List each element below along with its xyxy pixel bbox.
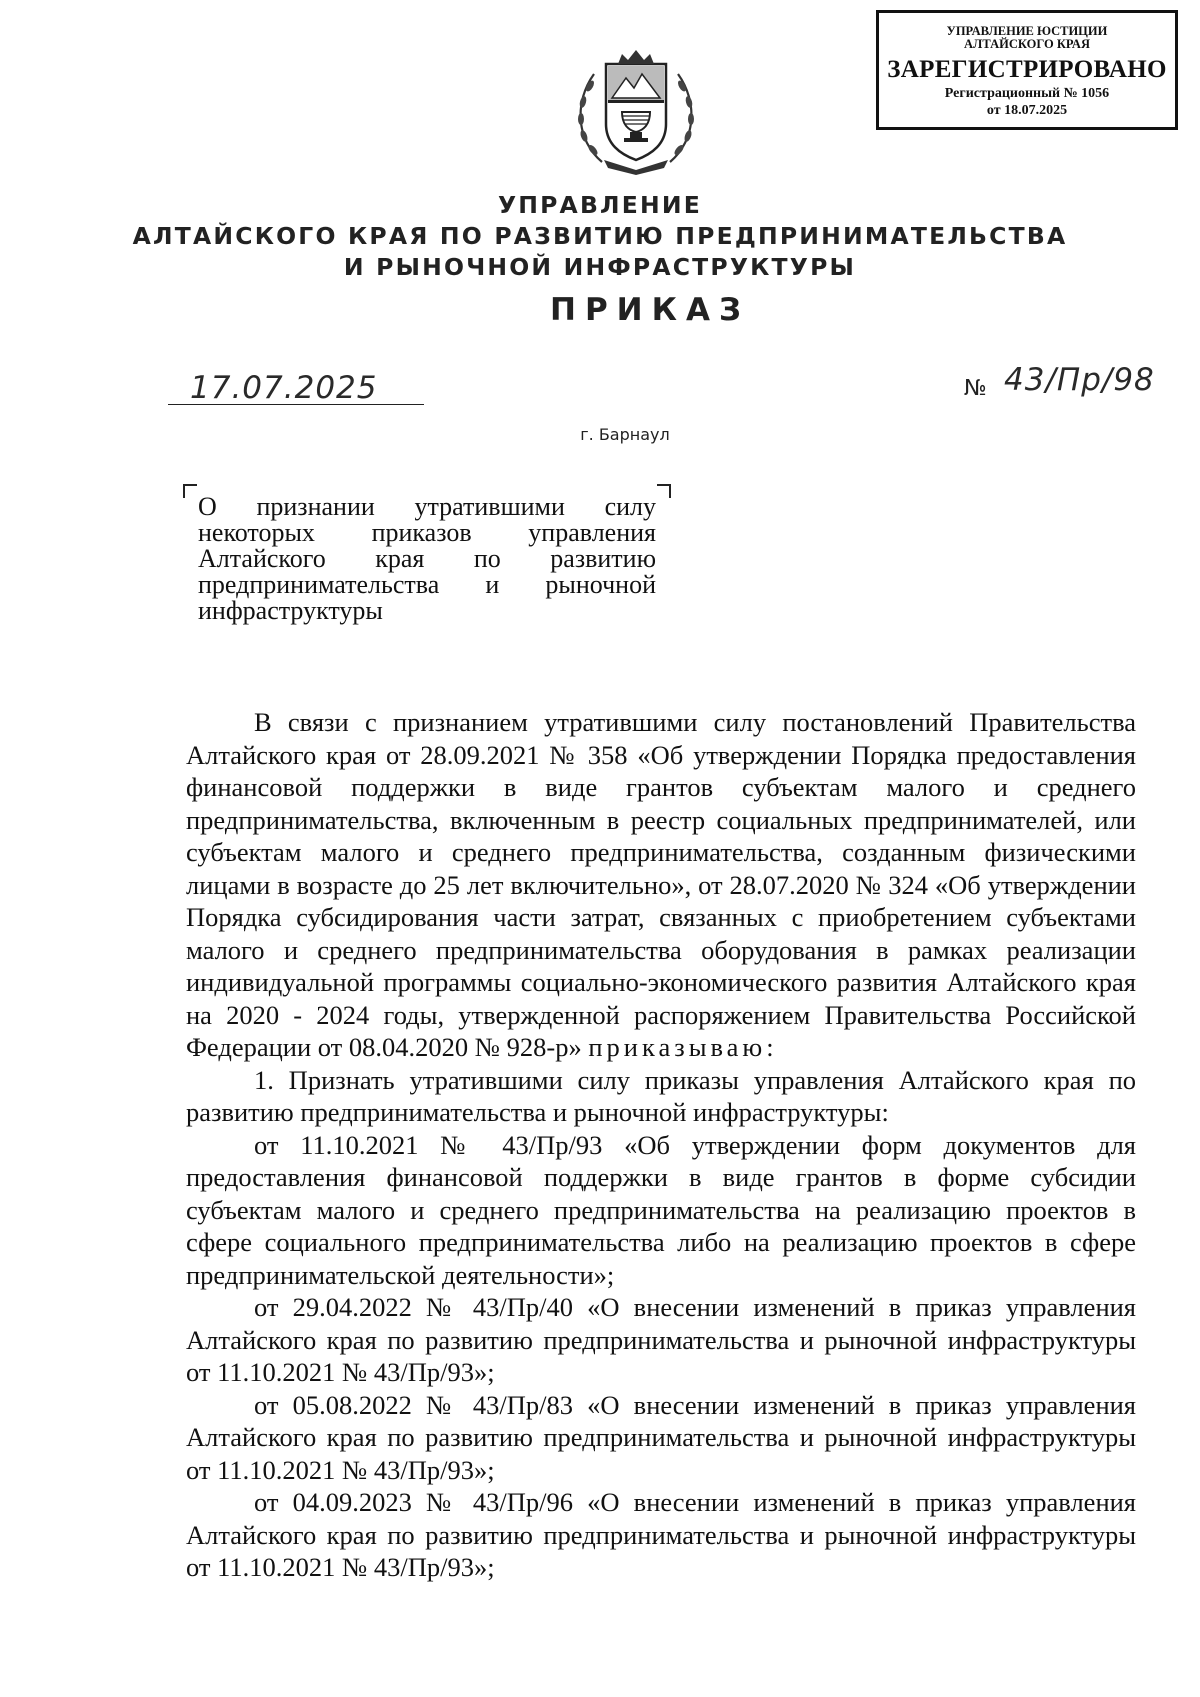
preamble-paragraph [186,706,1136,1064]
orders-word: приказываю: [588,1032,778,1062]
header-line2: АЛТАЙСКОГО КРАЯ ПО РАЗВИТИЮ ПРЕДПРИНИМАТЕЛЬСТВА [132,222,1068,250]
sub-item: от 29.04.2022 № 43/Пр/40 «О внесении изменений в приказ управления Алтайского края по развитию предпринимательства и рыночной инфраструктуры от 11.10.2021 № 43/Пр/93»; [186,1292,1136,1387]
item-1: 1. Признать утратившими силу приказы управления Алтайского края по развитию предпринимательства и рыночной инфраструктуры: [186,1064,1136,1127]
title-corner-right [657,484,671,498]
title-line: Алтайского края по развитию [198,544,656,573]
order-number: 43/Пр/98 [1004,362,1155,398]
preamble-text: В связи с признанием утратившими силу постановлений Правительства Алтайского края от 28.09.2021 № 358 «Об утверждении Порядка предоставления финансовой поддержки в виде грантов субъектам малого и среднего предпринимательства, включенным в реестр социальных предпринимателей, или субъектам малого и среднего предпринимательства, созданным физическими лицами в возрасте до 25 лет включительно», от 28.07.2020 № 324 «Об утверждении Порядка субсидирования части затрат, связанных с приобретением субъектами малого и среднего предпринимательства оборудования в рамках реализации индивидуальной программы социально-экономического развития Алтайского края на 2020 - 2024 годы, утвержденной распоряжением Правительства Российской Федерации от 08.04.2020 № 928-р» [186,707,1136,1062]
title-line: предпринимательства и рыночной [198,570,656,599]
header-line1: УПРАВЛЕНИЕ [497,191,703,219]
order-city: г. Барнаул [580,425,670,444]
altai-krai-coat-of-arms-icon [568,44,704,176]
title-line: некоторых приказов управления [198,518,656,547]
header-line3: И РЫНОЧНОЙ ИНФРАСТРУКТУРЫ [343,253,857,281]
registration-stamp [876,10,1178,130]
title-line: О признании утратившими силу [198,492,656,521]
date-underline [168,404,424,405]
stamp-reg-number: Регистрационный № 1056 [944,86,1110,101]
doc-type-title: ПРИКАЗ [550,292,750,328]
stamp-status: ЗАРЕГИСТРИРОВАНО [887,56,1167,83]
sub-item: от 04.09.2023 № 43/Пр/96 «О внесении изменений в приказ управления Алтайского края по развитию предпринимательства и рыночной инфраструктуры от 11.10.2021 № 43/Пр/93»; [186,1487,1136,1582]
sub-item: от 05.08.2022 № 43/Пр/83 «О внесении изменений в приказ управления Алтайского края по развитию предпринимательства и рыночной инфраструктуры от 11.10.2021 № 43/Пр/93»; [186,1389,1136,1485]
order-title [198,494,656,624]
sub-item: от 11.10.2021 № 43/Пр/93 «Об утверждении форм документов для предоставления финансовой поддержки в виде грантов в форме субсидии субъектам малого и среднего предпринимательства на реализацию проектов в сфере социального предпринимательства либо на реализацию проектов в сфере предпринимательской деятельности»; [186,1129,1136,1290]
title-line: инфраструктуры [198,596,383,625]
stamp-org-line2: АЛТАЙСКОГО КРАЯ [964,37,1090,51]
title-corner-left [183,484,197,498]
stamp-org-line1: УПРАВЛЕНИЕ ЮСТИЦИИ [946,24,1108,38]
stamp-reg-date: от 18.07.2025 [986,103,1068,118]
order-date: 17.07.2025 [190,370,378,406]
order-number-sign: № [964,376,987,401]
order-body [186,706,1136,1584]
